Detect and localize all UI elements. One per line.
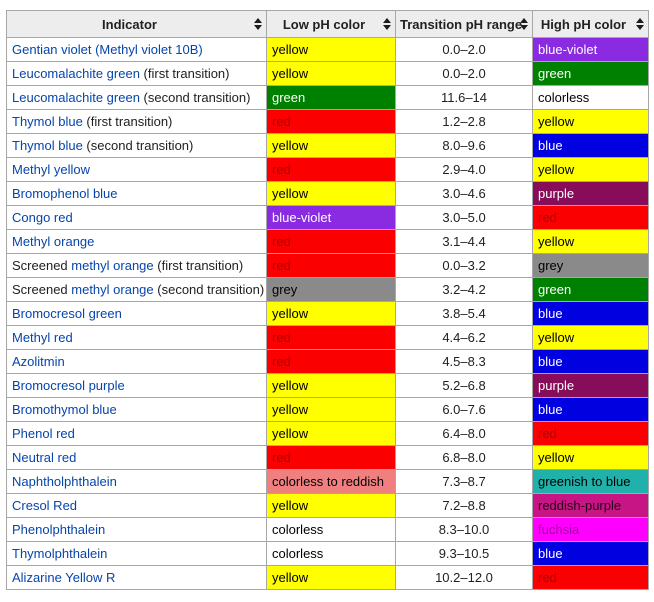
header-indicator-label: Indicator [102, 16, 157, 32]
low-ph-color-cell: yellow [267, 182, 396, 206]
transition-range-cell: 4.4–6.2 [396, 326, 533, 350]
indicator-link[interactable]: Methyl orange [12, 234, 95, 249]
transition-range-cell: 11.6–14 [396, 86, 533, 110]
table-row [7, 374, 649, 398]
transition-range-cell: 3.1–4.4 [396, 230, 533, 254]
table-row [7, 542, 649, 566]
indicator-cell [7, 110, 267, 134]
low-ph-color-cell: colorless [267, 518, 396, 542]
transition-range-cell: 6.0–7.6 [396, 398, 533, 422]
low-ph-color-cell: red [267, 446, 396, 470]
low-ph-color-cell: red [267, 110, 396, 134]
sort-icon[interactable] [636, 18, 644, 30]
transition-range-cell: 6.8–8.0 [396, 446, 533, 470]
table-row [7, 206, 649, 230]
low-ph-color-cell: red [267, 158, 396, 182]
header-row [7, 11, 649, 38]
high-ph-color-cell: red [533, 566, 649, 590]
indicator-text: (first transition) [139, 66, 230, 81]
transition-range-cell: 1.2–2.8 [396, 110, 533, 134]
indicator-text: (second transition) [82, 138, 194, 153]
transition-range-cell: 3.2–4.2 [396, 278, 533, 302]
low-ph-color-cell: yellow [267, 38, 396, 62]
indicator-cell [7, 62, 267, 86]
indicator-link[interactable]: Gentian violet (Methyl violet 10B) [12, 42, 203, 57]
sort-icon[interactable] [520, 18, 528, 30]
transition-range-cell: 0.0–2.0 [396, 38, 533, 62]
high-ph-color-cell: blue-violet [533, 38, 649, 62]
table-row [7, 494, 649, 518]
transition-range-cell: 0.0–2.0 [396, 62, 533, 86]
indicator-link[interactable]: Naphtholphthalein [12, 474, 117, 489]
indicator-link[interactable]: methyl orange [71, 282, 154, 297]
high-ph-color-cell: blue [533, 542, 649, 566]
indicator-link[interactable]: Thymol blue [12, 114, 83, 129]
table-row [7, 278, 649, 302]
table-row [7, 350, 649, 374]
high-ph-color-cell: red [533, 206, 649, 230]
high-ph-color-cell: fuchsia [533, 518, 649, 542]
indicator-cell [7, 446, 267, 470]
transition-range-cell: 7.3–8.7 [396, 470, 533, 494]
indicator-cell [7, 254, 267, 278]
low-ph-color-cell: yellow [267, 374, 396, 398]
indicator-link[interactable]: Alizarine Yellow R [12, 570, 116, 585]
indicator-link[interactable]: Neutral red [12, 450, 77, 465]
table-row [7, 398, 649, 422]
indicator-link[interactable]: Bromothymol blue [12, 402, 117, 417]
indicator-cell [7, 182, 267, 206]
header-high-ph-color-label: High pH color [540, 16, 627, 32]
transition-range-cell: 3.8–5.4 [396, 302, 533, 326]
indicator-cell [7, 278, 267, 302]
indicator-link[interactable]: Bromocresol purple [12, 378, 125, 393]
indicator-cell [7, 398, 267, 422]
table-row [7, 86, 649, 110]
header-transition-ph-range[interactable] [396, 11, 533, 38]
low-ph-color-cell: colorless to reddish [267, 470, 396, 494]
indicator-link[interactable]: methyl orange [71, 258, 154, 273]
table-row [7, 566, 649, 590]
indicator-text: (first transition) [82, 114, 173, 129]
indicator-text: Screened [12, 258, 72, 273]
low-ph-color-cell: red [267, 254, 396, 278]
indicator-cell [7, 302, 267, 326]
high-ph-color-cell: reddish-purple [533, 494, 649, 518]
indicator-cell [7, 494, 267, 518]
table-row [7, 62, 649, 86]
transition-range-cell: 7.2–8.8 [396, 494, 533, 518]
indicator-text: (first transition) [153, 258, 244, 273]
table-row [7, 38, 649, 62]
low-ph-color-cell: red [267, 350, 396, 374]
indicator-link[interactable]: Phenolphthalein [12, 522, 106, 537]
low-ph-color-cell: blue-violet [267, 206, 396, 230]
indicator-link[interactable]: Azolitmin [12, 354, 65, 369]
transition-range-cell: 2.9–4.0 [396, 158, 533, 182]
low-ph-color-cell: green [267, 86, 396, 110]
header-low-ph-color[interactable] [267, 11, 396, 38]
indicator-cell [7, 374, 267, 398]
indicator-cell [7, 350, 267, 374]
transition-range-cell: 10.2–12.0 [396, 566, 533, 590]
header-transition-ph-range-label: Transition pH range [400, 16, 523, 32]
table-row [7, 230, 649, 254]
table-row [7, 302, 649, 326]
transition-range-cell: 4.5–8.3 [396, 350, 533, 374]
indicator-cell [7, 86, 267, 110]
low-ph-color-cell: grey [267, 278, 396, 302]
transition-range-cell: 3.0–5.0 [396, 206, 533, 230]
high-ph-color-cell: greenish to blue [533, 470, 649, 494]
table-row [7, 182, 649, 206]
header-low-ph-color-label: Low pH color [282, 16, 366, 32]
low-ph-color-cell: yellow [267, 494, 396, 518]
indicator-cell [7, 134, 267, 158]
high-ph-color-cell: blue [533, 350, 649, 374]
high-ph-color-cell: yellow [533, 326, 649, 350]
indicator-link[interactable]: Methyl red [12, 330, 73, 345]
indicator-text: (second transition) [153, 282, 265, 297]
high-ph-color-cell: blue [533, 398, 649, 422]
high-ph-color-cell: grey [533, 254, 649, 278]
table-row [7, 110, 649, 134]
high-ph-color-cell: red [533, 422, 649, 446]
transition-range-cell: 3.0–4.6 [396, 182, 533, 206]
sort-icon[interactable] [254, 18, 262, 30]
high-ph-color-cell: blue [533, 134, 649, 158]
high-ph-color-cell: green [533, 62, 649, 86]
indicator-link[interactable]: Bromophenol blue [12, 186, 118, 201]
transition-range-cell: 5.2–6.8 [396, 374, 533, 398]
table-row [7, 158, 649, 182]
transition-range-cell: 9.3–10.5 [396, 542, 533, 566]
indicator-link[interactable]: Thymolphthalein [12, 546, 108, 561]
indicator-cell [7, 566, 267, 590]
indicator-cell [7, 542, 267, 566]
high-ph-color-cell: green [533, 278, 649, 302]
indicator-link[interactable]: Congo red [12, 210, 73, 225]
indicator-cell [7, 326, 267, 350]
table-row [7, 254, 649, 278]
indicator-link[interactable]: Thymol blue [12, 138, 83, 153]
indicator-link[interactable]: Bromocresol green [12, 306, 122, 321]
indicator-cell [7, 158, 267, 182]
high-ph-color-cell: yellow [533, 158, 649, 182]
high-ph-color-cell: yellow [533, 110, 649, 134]
table-row [7, 134, 649, 158]
indicator-link[interactable]: Leucomalachite green [12, 66, 140, 81]
low-ph-color-cell: red [267, 326, 396, 350]
transition-range-cell: 8.3–10.0 [396, 518, 533, 542]
indicator-cell [7, 518, 267, 542]
low-ph-color-cell: yellow [267, 398, 396, 422]
table-row [7, 446, 649, 470]
indicator-link[interactable]: Leucomalachite green [12, 90, 140, 105]
sort-icon[interactable] [383, 18, 391, 30]
low-ph-color-cell: yellow [267, 62, 396, 86]
low-ph-color-cell: colorless [267, 542, 396, 566]
indicator-link[interactable]: Cresol Red [12, 498, 78, 513]
high-ph-color-cell: yellow [533, 230, 649, 254]
low-ph-color-cell: yellow [267, 134, 396, 158]
table-row [7, 326, 649, 350]
transition-range-cell: 8.0–9.6 [396, 134, 533, 158]
indicator-cell [7, 230, 267, 254]
high-ph-color-cell: yellow [533, 446, 649, 470]
indicator-link[interactable]: Phenol red [12, 426, 75, 441]
low-ph-color-cell: yellow [267, 422, 396, 446]
table-row [7, 422, 649, 446]
indicator-text: Screened [12, 282, 72, 297]
indicator-cell [7, 470, 267, 494]
table-row [7, 518, 649, 542]
header-high-ph-color[interactable] [533, 11, 649, 38]
low-ph-color-cell: yellow [267, 566, 396, 590]
low-ph-color-cell: red [267, 230, 396, 254]
high-ph-color-cell: purple [533, 374, 649, 398]
transition-range-cell: 0.0–3.2 [396, 254, 533, 278]
indicator-cell [7, 206, 267, 230]
header-indicator[interactable] [7, 11, 267, 38]
high-ph-color-cell: blue [533, 302, 649, 326]
ph-indicator-table [6, 10, 649, 590]
indicator-cell [7, 422, 267, 446]
indicator-text: (second transition) [139, 90, 251, 105]
high-ph-color-cell: colorless [533, 86, 649, 110]
high-ph-color-cell: purple [533, 182, 649, 206]
low-ph-color-cell: yellow [267, 302, 396, 326]
indicator-link[interactable]: Methyl yellow [12, 162, 91, 177]
transition-range-cell: 6.4–8.0 [396, 422, 533, 446]
table-row [7, 470, 649, 494]
indicator-cell [7, 38, 267, 62]
